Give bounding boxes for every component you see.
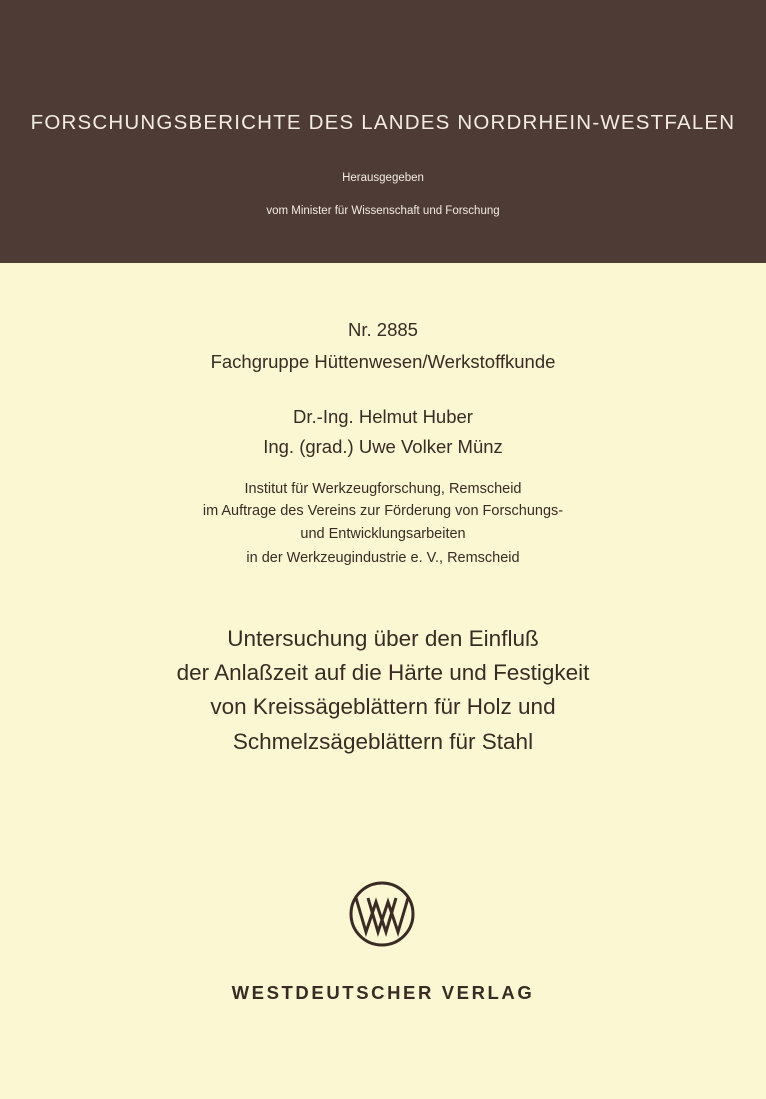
publisher-name: WESTDEUTSCHER VERLAG — [231, 982, 535, 1003]
publisher-ww-logo-icon — [348, 880, 416, 948]
author-1: Dr.-Ing. Helmut Huber — [293, 406, 473, 427]
series-title: FORSCHUNGSBERICHTE DES LANDES NORDRHEIN-WESTFALEN — [30, 111, 736, 134]
title-line-4: Schmelzsägeblättern für Stahl — [232, 729, 534, 754]
editor-name: vom Minister für Wissenschaft und Forschung — [266, 205, 500, 217]
editor-label: Herausgegeben — [342, 172, 424, 184]
institution-line-4: in der Werkzeugindustrie e. V., Remscheid — [246, 550, 520, 566]
institution-line-1: Institut für Werkzeugforschung, Remscheid — [244, 481, 522, 497]
report-group: Fachgruppe Hüttenwesen/Werkstoffkunde — [210, 351, 556, 372]
series-header-band — [0, 0, 766, 263]
title-line-3: von Kreissägeblättern für Holz und — [210, 694, 556, 719]
institution-line-3: und Entwicklungsarbeiten — [300, 526, 466, 542]
institution-line-2: im Auftrage des Vereins zur Förderung von Forschungs- — [202, 503, 564, 519]
report-number: Nr. 2885 — [348, 319, 418, 340]
title-line-2: der Anlaßzeit auf die Härte und Festigkeit — [176, 660, 590, 685]
title-line-1: Untersuchung über den Einfluß — [227, 626, 539, 651]
author-2: Ing. (grad.) Uwe Volker Münz — [263, 436, 503, 457]
